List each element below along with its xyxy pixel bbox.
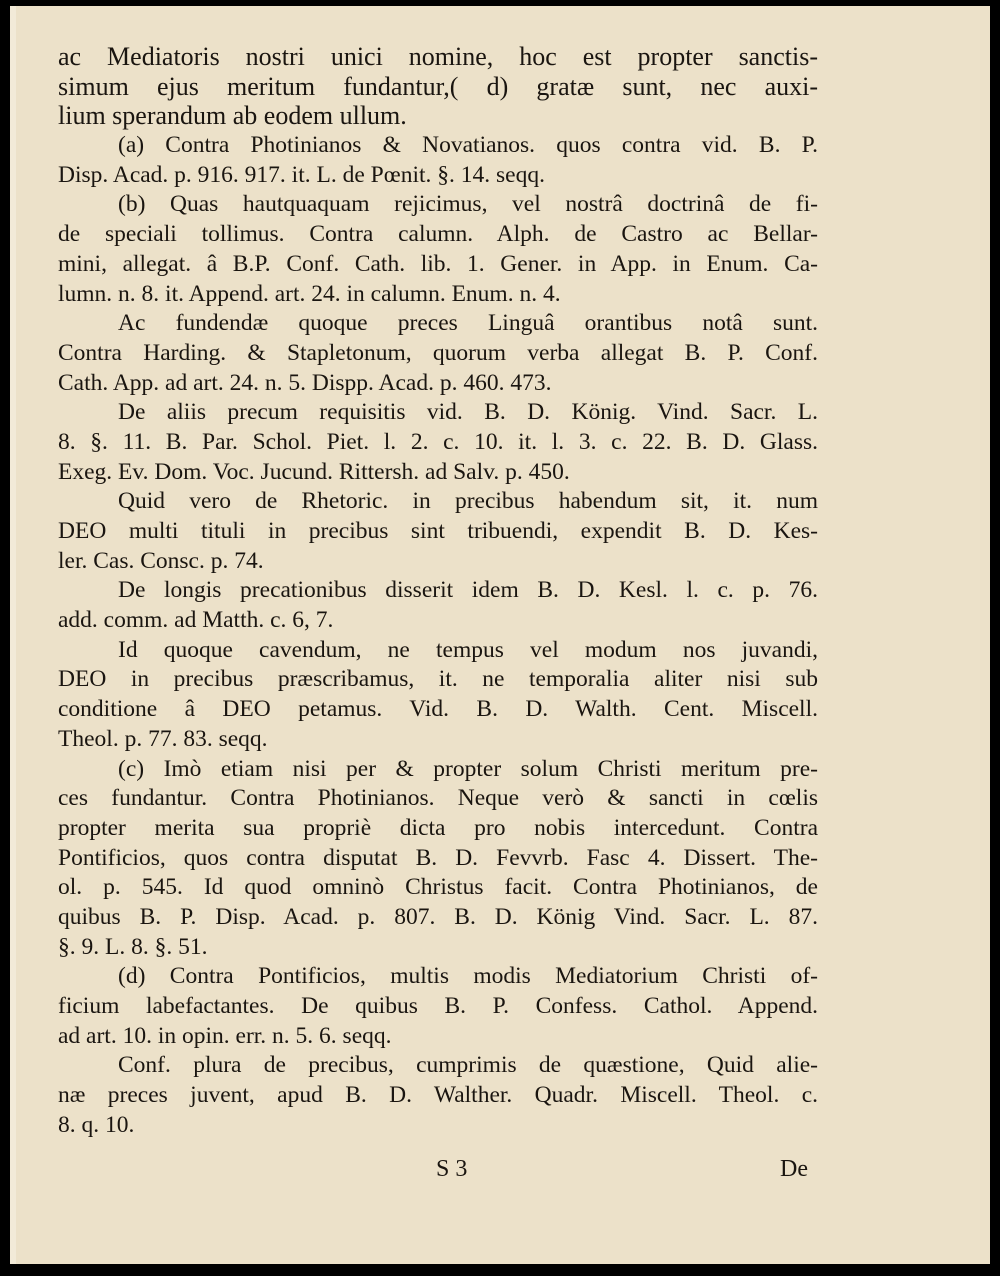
footnote-line: mini, allegat. â B.P. Conf. Cath. lib. 1. Gener. in App. in Enum. Ca-	[58, 250, 818, 277]
footnote-line: næ preces juvent, apud B. D. Walther. Quadr. Miscell. Theol. c.	[58, 1082, 818, 1109]
text-line: lium sperandum ab eodem ullum.	[58, 101, 407, 131]
catchword: De	[780, 1156, 808, 1182]
footnote-line: ol. p. 545. Id quod omninò Christus facit. Contra Photinianos, de	[58, 874, 818, 901]
footnote-line: Quid vero de Rhetoric. in precibus habendum sit, it. num	[118, 488, 818, 515]
footnote-line: propter merita sua propriè dicta pro nobis intercedunt. Contra	[58, 814, 818, 841]
footnote-line: ad art. 10. in opin. err. n. 5. 6. seqq.	[58, 1022, 392, 1049]
page-footer	[16, 1156, 996, 1196]
footnote-line: 8. §. 11. B. Par. Schol. Piet. l. 2. c. 10. it. l. 3. c. 22. B. D. Glass.	[58, 428, 818, 455]
footnote-line: ficium labefactantes. De quibus B. P. Confess. Cathol. Append.	[58, 993, 818, 1019]
footnote-line: lumn. n. 8. it. Append. art. 24. in calumn. Enum. n. 4.	[58, 280, 561, 307]
footnote-line: de speciali tollimus. Contra calumn. Alph. de Castro ac Bellar-	[58, 221, 818, 248]
footnote-line: Conf. plura de precibus, cumprimis de quæstione, Quid alie-	[118, 1052, 818, 1079]
footnote-line: (b) Quas hautquaquam rejicimus, vel nostrâ doctrinâ de fi-	[118, 191, 818, 218]
footnote-line: §. 9. L. 8. §. 51.	[58, 933, 208, 960]
page-text	[58, 42, 818, 1140]
book-page	[10, 6, 990, 1264]
footnote-line: Exeg. Ev. Dom. Voc. Jucund. Rittersh. ad Salv. p. 450.	[58, 458, 570, 485]
footnote-line: (c) Imò etiam nisi per & propter solum Christi meritum pre-	[118, 755, 818, 782]
footnote-line: De longis precationibus disserit idem B. D. Kesl. l. c. p. 76.	[118, 577, 818, 604]
footnote-line: quibus B. P. Disp. Acad. p. 807. B. D. König Vind. Sacr. L. 87.	[58, 903, 818, 930]
footnote-line: 8. q. 10.	[58, 1111, 135, 1138]
signature-mark: S 3	[436, 1156, 468, 1182]
footnote-line: Theol. p. 77. 83. seqq.	[58, 725, 268, 752]
footnote-line: Ac fundendæ quoque preces Linguâ orantibus notâ sunt.	[118, 310, 818, 337]
footnote-line: Cath. App. ad art. 24. n. 5. Dispp. Acad. p. 460. 473.	[58, 369, 552, 396]
footnote-line: (d) Contra Pontificios, multis modis Mediatorium Christi of-	[118, 963, 818, 990]
footnote-line: add. comm. ad Matth. c. 6, 7.	[58, 607, 334, 634]
text-line: ac Mediatoris nostri unici nomine, hoc est propter sanctis-	[58, 42, 818, 71]
footnote-line: DEO in precibus præscribamus, it. ne temporalia aliter nisi sub	[58, 666, 818, 693]
footnote-line: (a) Contra Photinianos & Novatianos. quos contra vid. B. P.	[118, 132, 818, 159]
footnote-line: ces fundantur. Contra Photinianos. Neque verò & sancti in cœlis	[58, 785, 818, 812]
footnote-line: Pontificios, quos contra disputat B. D. Fevvrb. Fasc 4. Dissert. The-	[58, 844, 818, 871]
footnote-line: De aliis precum requisitis vid. B. D. König. Vind. Sacr. L.	[118, 399, 818, 426]
footnote-line: conditione â DEO petamus. Vid. B. D. Walth. Cent. Miscell.	[58, 696, 818, 723]
footnote-line: ler. Cas. Consc. p. 74.	[58, 547, 264, 574]
footnote-line: DEO multi tituli in precibus sint tribuendi, expendit B. D. Kes-	[58, 518, 818, 544]
footnote-line: Id quoque cavendum, ne tempus vel modum nos juvandi,	[118, 636, 818, 663]
footnote-line: Disp. Acad. p. 916. 917. it. L. de Pœnit. §. 14. seqq.	[58, 161, 545, 188]
footnote-line: Contra Harding. & Stapletonum, quorum verba allegat B. P. Conf.	[58, 339, 818, 366]
text-line: simum ejus meritum fundantur,( d) gratæ sunt, nec auxi-	[58, 71, 818, 101]
